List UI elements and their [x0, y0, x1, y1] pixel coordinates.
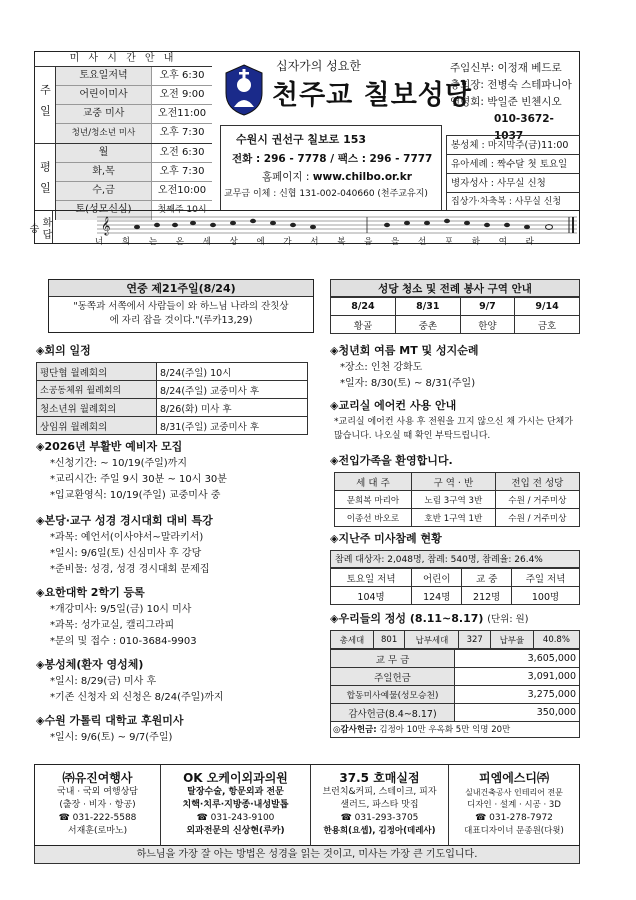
offerings-table	[330, 649, 580, 722]
chant-label: 화답송	[35, 211, 53, 243]
list-item: *장소: 인천 강화도	[340, 362, 423, 373]
parish-logo-icon	[222, 63, 266, 117]
diamond-icon: ◈	[36, 440, 45, 453]
music-staff	[57, 213, 577, 237]
welcome-table	[334, 472, 580, 527]
ad-interior[interactable]: 피엠에스디㈜ 실내건축공사 인테리어 전문 디자인 · 설계 · 시공 · 3D ☎ 031-278-7972 대표디자이너 문종원(다윗)	[464, 771, 564, 836]
staff-list	[450, 60, 580, 145]
bible-contest-title: 본당·교구 성경 경시대회 대비 특강	[44, 514, 213, 527]
priest: 주임신부: 이정재 베드로	[450, 62, 562, 74]
list-item: *일자: 8/30(토) ~ 8/31(주일)	[340, 378, 476, 389]
bank-info: 교무금 이체 : 신협 131-002-040660 (천주교유지)	[224, 189, 428, 199]
bible-contest-section	[36, 512, 326, 578]
mass-title: 미 사 시 간 안 내	[34, 51, 212, 67]
mass-row: 청년/청소년 미사 오후 7:30	[56, 124, 212, 143]
ad-clinic[interactable]: OK 오케이외과의원 탈장수술, 항문외과 전문 치핵·치루·지방종·내성발톱 ☎ 031-243-9100 외과전문의 신상현(루카)	[161, 765, 311, 847]
table-row: 감사헌금(8.4~8.17) 350,000	[331, 704, 580, 722]
diamond-icon: ◈	[36, 658, 45, 671]
aircon-section	[330, 397, 580, 443]
diamond-icon: ◈	[330, 532, 339, 545]
list-item: *과목: 예언서(이사야서~말라키서)	[50, 532, 204, 543]
info-row: 유아세례 : 짝수달 첫 토요일	[447, 154, 580, 173]
diamond-icon: ◈	[330, 612, 339, 625]
table-row: 상임위 월례회의 8/31(주일) 교중미사 후	[37, 417, 308, 435]
table-row: 문희복 마리아 노림 3구역 3반 수원 / 거주미상	[335, 491, 580, 509]
diamond-icon: ◈	[330, 344, 339, 357]
table-row: 주일헌금 3,091,000	[331, 668, 580, 686]
ad-travel[interactable]: ㈜유진여행사 국내 · 국외 여행상담 (출장 · 비자 · 항공) ☎ 031-222-5588 서재훈(로마노)	[35, 765, 161, 847]
attendance-summary: 참례 대상자: 2,048명, 참례: 540명, 참례율: 26.4%	[330, 550, 580, 568]
list-item: *과목: 성가교실, 캘리그라피	[50, 620, 175, 631]
john-univ-section	[36, 584, 326, 650]
list-item: *기존 신청자 외 신청은 8/24(주일)까지	[50, 692, 224, 703]
diamond-icon: ◈	[330, 454, 339, 467]
list-item: *개강미사: 9/5일(금) 10시 미사	[50, 604, 192, 615]
info-row: 봉성체 : 마지막주(금)11:00	[447, 135, 580, 154]
parish-phone: 전화 : 296 - 7778 / 팩스 : 296 - 7777	[232, 153, 433, 165]
anointing-title: 봉성체(환자 영성체)	[44, 658, 144, 671]
chant-lyrics: 너 희 는 온 세 상 에 가 서 복 음 을 선 포 하 여 라	[95, 237, 542, 247]
mass-row: 교중 미사 오전11:00	[56, 105, 212, 124]
attendance-table	[330, 568, 580, 605]
mass-row: 화,목 오후 7:30	[56, 163, 212, 182]
sunday-mass-section	[34, 67, 212, 144]
mass-row: 수,금 오전10:00	[56, 182, 212, 201]
attendance-title: 지난주 미사참례 현황	[338, 532, 442, 545]
cleaning-title: 성당 청소 및 전례 봉사 구역 안내	[330, 279, 580, 297]
list-item: *준비물: 성경, 성경 경시대회 문제집	[50, 564, 210, 575]
table-header-row: 총세대 801 납부세대 327 납부율 40.8%	[331, 631, 580, 649]
aircon-notice: *교리실 에어컨 사용 후 전원을 끄지 않으신 채 가시는 단체가 많습니다. 나오실 때 확인 부탁드립니다.	[334, 417, 573, 441]
sunday-title: 연중 제21주일(8/24)	[49, 280, 313, 297]
youth-mt-section	[330, 342, 580, 392]
sunday-side-label: 주일	[34, 67, 56, 143]
offerings-section: ◈우리들의 정성 (8.11~8.17) (단위: 원) 총세대 801 납부세대 327 납부율 40.8% 교 무 금 3,605,000 주일헌금 3,091,000 합동미사예물(성모승천) 3,275,000 감사헌금(8.4~8.17) 350,000 ◎감사헌금: 김정아 10만 우옥화 5만 익명 20만	[330, 610, 580, 738]
liaison: 연령회: 박일준 빈첸시오	[450, 96, 562, 108]
john-univ-title: 요한대학 2학기 등록	[44, 586, 145, 599]
sunday-quote: "동쪽과 서쪽에서 사람들이 와 하느님 나라의 잔칫상에 자리 잡을 것이다."(루카13,29)	[73, 301, 289, 326]
easter-class-section	[36, 438, 326, 504]
diamond-icon: ◈	[36, 344, 45, 357]
cleaning-schedule	[330, 279, 580, 334]
homepage: 홈페이지 : www.chilbo.or.kr	[262, 171, 412, 183]
sunday-box	[48, 279, 314, 333]
diamond-icon: ◈	[36, 586, 45, 599]
mass-row: 토요일저녁 오후 6:30	[56, 67, 212, 86]
table-row: 평단협 월례회의 8/24(주일) 10시	[37, 363, 308, 381]
catholic-univ-title: 수원 가톨릭 대학교 후원미사	[44, 714, 184, 727]
footer-message: 하느님을 가장 잘 아는 방법은 성경을 읽는 것이고, 미사는 가장 큰 기도입니다.	[34, 846, 580, 864]
list-item: *일시: 9/6(토) ~ 9/7(주일)	[50, 732, 173, 743]
svg-text:𝄞: 𝄞	[101, 216, 111, 235]
catholic-univ-section	[36, 712, 326, 746]
cleaning-dates-row: 8/24 8/31 9/7 9/14	[331, 298, 580, 316]
diamond-icon: ◈	[330, 399, 339, 412]
liaison-phone: 010-3672-1037	[494, 113, 554, 142]
attendance-section	[330, 530, 580, 605]
list-item: *교리시간: 주일 9시 30분 ~ 10시 30분	[50, 474, 227, 485]
table-header-row: 토요일 저녁 어린이 교 중 주일 저녁	[331, 569, 580, 587]
parish-subtitle: 십자가의 성요한	[276, 59, 361, 73]
mass-row: 토(성모신심) 첫째주 10시	[56, 201, 212, 220]
mass-row: 어린이미사 오전 9:00	[56, 86, 212, 105]
easter-class-title: 2026년 부활반 예비자 모집	[44, 440, 183, 453]
diamond-icon: ◈	[36, 714, 45, 727]
sacrament-info	[446, 135, 580, 211]
meetings-title: 회의 일정	[44, 344, 91, 357]
responsorial-psalm	[27, 210, 580, 247]
welcome-section	[330, 452, 580, 527]
mass-row: 월 오전 6:30	[56, 144, 212, 163]
cleaning-areas-row: 황골 중촌 한양 금호	[331, 316, 580, 334]
meetings-table	[36, 362, 308, 435]
table-row: 이종선 바오로 호반 1구역 1반 수원 / 거주미상	[335, 509, 580, 527]
table-row: 104명 124명 212명 100명	[331, 587, 580, 605]
meetings-section	[36, 342, 326, 435]
anointing-section	[36, 656, 326, 706]
list-item: *일시: 9/6일(토) 신심미사 후 강당	[50, 548, 202, 559]
table-row: 청소년위 월례회의 8/26(화) 미사 후	[37, 399, 308, 417]
ad-restaurant[interactable]: 37.5 호매실점 브런치&커피, 스테이크, 피자 샐러드, 파스타 맛집 ☎ 031-293-3705 한용희(요셉), 김정아(데레사)	[311, 765, 449, 847]
info-row: 병자성사 : 사무실 신청	[447, 173, 580, 192]
list-item: *신청기간: ~ 10/19(주일)까지	[50, 458, 188, 469]
homepage-link[interactable]: www.chilbo.or.kr	[312, 171, 412, 183]
diamond-icon: ◈	[36, 514, 45, 527]
offerings-title: 우리들의 정성	[338, 612, 407, 625]
list-item: *입교환영식: 10/19(주일) 교중미사 중	[50, 490, 221, 501]
table-row: 소공동체위 월례회의 8/24(주일) 교중미사 후	[37, 381, 308, 399]
weekday-mass-section	[34, 144, 212, 220]
table-row: 교 무 금 3,605,000	[331, 650, 580, 668]
list-item: *일시: 8/29(금) 미사 후	[50, 676, 157, 687]
info-row: 집상가·차축복 : 사무실 신청	[447, 192, 580, 211]
welcome-title: 전입가족을 환영합니다.	[338, 454, 453, 467]
thanks-offering: ◎감사헌금: 김정아 10만 우옥화 5만 익명 20만	[330, 722, 580, 738]
weekday-side-label: 평일	[34, 144, 56, 220]
table-row: 합동미사예물(성모승천) 3,275,000	[331, 686, 580, 704]
parish-address: 수원시 권선구 칠보로 153	[236, 133, 367, 146]
list-item: *문의 및 접수 : 010-3684-9903	[50, 636, 197, 647]
table-header-row: 세 대 주 구 역 · 반 전입 전 성당	[335, 473, 580, 491]
parish-title: 천주교 칠보성당	[272, 80, 472, 111]
president: 총회장: 전병숙 스테파니아	[450, 79, 572, 91]
youth-mt-title: 청년회 여름 MT 및 성지순례	[338, 344, 479, 357]
ads-bar	[34, 764, 580, 846]
offerings-head-table	[330, 630, 580, 649]
aircon-title: 교리실 에어컨 사용 안내	[338, 399, 457, 412]
